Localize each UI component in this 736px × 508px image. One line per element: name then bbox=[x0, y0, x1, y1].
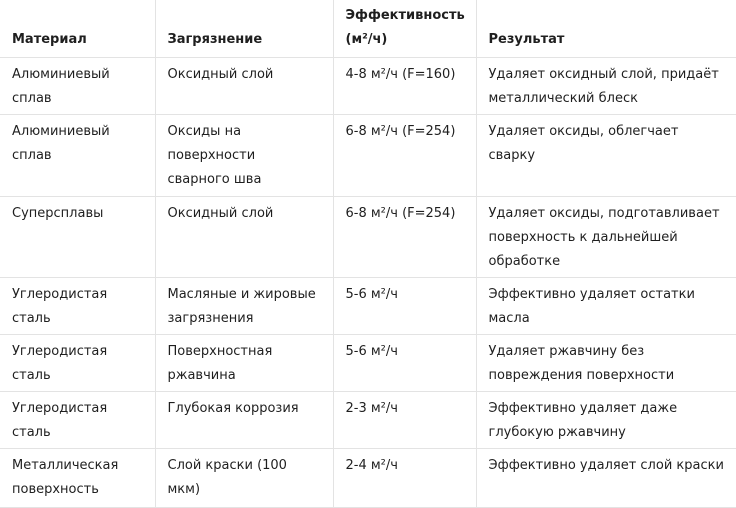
cell-material: Металлическая поверхность bbox=[0, 448, 155, 507]
cell-efficiency: 6-8 м²/ч (F=254) bbox=[333, 114, 476, 196]
cell-contamination: Глубокая коррозия bbox=[155, 391, 333, 448]
cell-material: Алюминиевый сплав bbox=[0, 114, 155, 196]
cell-result: Удаляет ржавчину без повреждения поверхности bbox=[476, 334, 736, 391]
table-row bbox=[0, 196, 736, 277]
cell-contamination: Оксидный слой bbox=[155, 57, 333, 114]
cell-result: Удаляет оксиды, облегчает сварку bbox=[476, 114, 736, 196]
cell-material: Углеродистая сталь bbox=[0, 277, 155, 334]
table-row bbox=[0, 448, 736, 507]
cell-contamination: Оксидный слой bbox=[155, 196, 333, 277]
cell-efficiency: 6-8 м²/ч (F=254) bbox=[333, 196, 476, 277]
cell-efficiency: 5-6 м²/ч bbox=[333, 334, 476, 391]
table-row bbox=[0, 57, 736, 114]
cell-material: Алюминиевый сплав bbox=[0, 57, 155, 114]
cell-result: Эффективно удаляет слой краски bbox=[476, 448, 736, 507]
cell-contamination: Поверхностная ржавчина bbox=[155, 334, 333, 391]
cell-material: Углеродистая сталь bbox=[0, 334, 155, 391]
cell-result: Удаляет оксиды, подготавливает поверхность к дальнейшей обработке bbox=[476, 196, 736, 277]
cell-efficiency: 5-6 м²/ч bbox=[333, 277, 476, 334]
cell-contamination: Слой краски (100 мкм) bbox=[155, 448, 333, 507]
cell-result: Эффективно удаляет даже глубокую ржавчину bbox=[476, 391, 736, 448]
table-row bbox=[0, 334, 736, 391]
cell-efficiency: 4-8 м²/ч (F=160) bbox=[333, 57, 476, 114]
header-efficiency: Эффективность (м²/ч) bbox=[333, 0, 476, 57]
cell-material: Углеродистая сталь bbox=[0, 391, 155, 448]
cell-efficiency: 2-4 м²/ч bbox=[333, 448, 476, 507]
header-contamination: Загрязнение bbox=[155, 0, 333, 57]
cell-contamination: Оксиды на поверхности сварного шва bbox=[155, 114, 333, 196]
header-material: Материал bbox=[0, 0, 155, 57]
cell-result: Эффективно удаляет остатки масла bbox=[476, 277, 736, 334]
header-result: Результат bbox=[476, 0, 736, 57]
cell-result: Удаляет оксидный слой, придаёт металлический блеск bbox=[476, 57, 736, 114]
header-row bbox=[0, 0, 736, 57]
table-row bbox=[0, 277, 736, 334]
cell-contamination: Масляные и жировые загрязнения bbox=[155, 277, 333, 334]
table-row bbox=[0, 114, 736, 196]
table-row bbox=[0, 391, 736, 448]
cell-material: Суперсплавы bbox=[0, 196, 155, 277]
cell-efficiency: 2-3 м²/ч bbox=[333, 391, 476, 448]
